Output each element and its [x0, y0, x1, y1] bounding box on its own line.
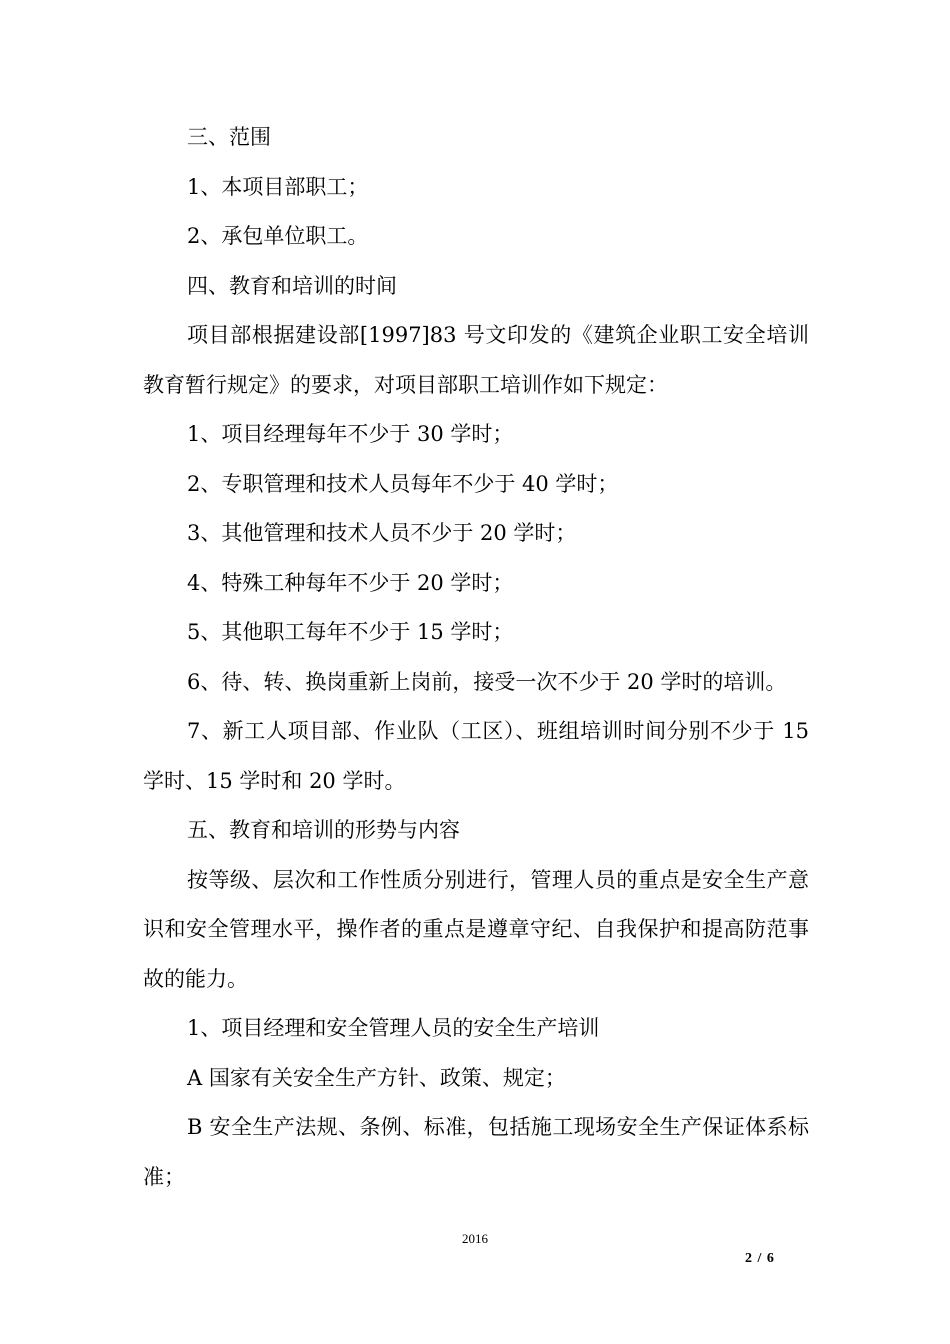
page-number-total: 6 [766, 1251, 775, 1266]
page-number-separator: / [757, 1251, 763, 1266]
paragraph-time-item-3: 3、其他管理和技术人员不少于 20 学时； [187, 521, 577, 545]
paragraph-section-3-heading: 三、范围 [187, 125, 271, 149]
paragraph-time-item-7: 7、新工人项目部、作业队（工区）、班组培训时间分别不少于 15 学时、15 学时和 20 学时。 [143, 719, 809, 793]
paragraph-time-item-6: 6、待、转、换岗重新上岗前，接受一次不少于 20 学时的培训。 [187, 669, 787, 694]
document-body [143, 113, 809, 1202]
paragraph-time-item-4: 4、特殊工种每年不少于 20 学时； [187, 570, 514, 595]
footer-year: 2016 [462, 1231, 488, 1246]
paragraph-form-content-intro: 按等级、层次和工作性质分别进行，管理人员的重点是安全生产意识和安全管理水平，操作者的重点是遵章守纪、自我保护和提高防范事故的能力。 [143, 867, 809, 991]
paragraph-time-item-1: 1、项目经理每年不少于 30 学时； [187, 422, 514, 446]
page-number [745, 1251, 775, 1267]
paragraph-section-4-heading: 四、教育和培训的时间 [187, 273, 397, 298]
paragraph-section-5-heading: 五、教育和培训的形势与内容 [187, 818, 460, 842]
paragraph-content-item-b: B 安全生产法规、条例、标准，包括施工现场安全生产保证体系标准； [143, 1115, 809, 1189]
paragraph-training-time-intro: 项目部根据建设部[1997]83 号文印发的《建筑企业职工安全培训教育暂行规定》的要求，对项目部职工培训作如下规定： [143, 323, 809, 397]
paragraph-content-item-1: 1、项目经理和安全管理人员的安全生产培训 [187, 1016, 600, 1040]
paragraph-time-item-2: 2、专职管理和技术人员每年不少于 40 学时； [187, 471, 619, 496]
page-number-current: 2 [745, 1251, 753, 1266]
paragraph-scope-item-2: 2、承包单位职工。 [187, 224, 369, 248]
paragraph-content-item-a: A 国家有关安全生产方针、政策、规定； [187, 1065, 566, 1090]
paragraph-scope-item-1: 1、本项目部职工； [187, 174, 369, 199]
paragraph-time-item-5: 5、其他职工每年不少于 15 学时； [187, 620, 514, 644]
